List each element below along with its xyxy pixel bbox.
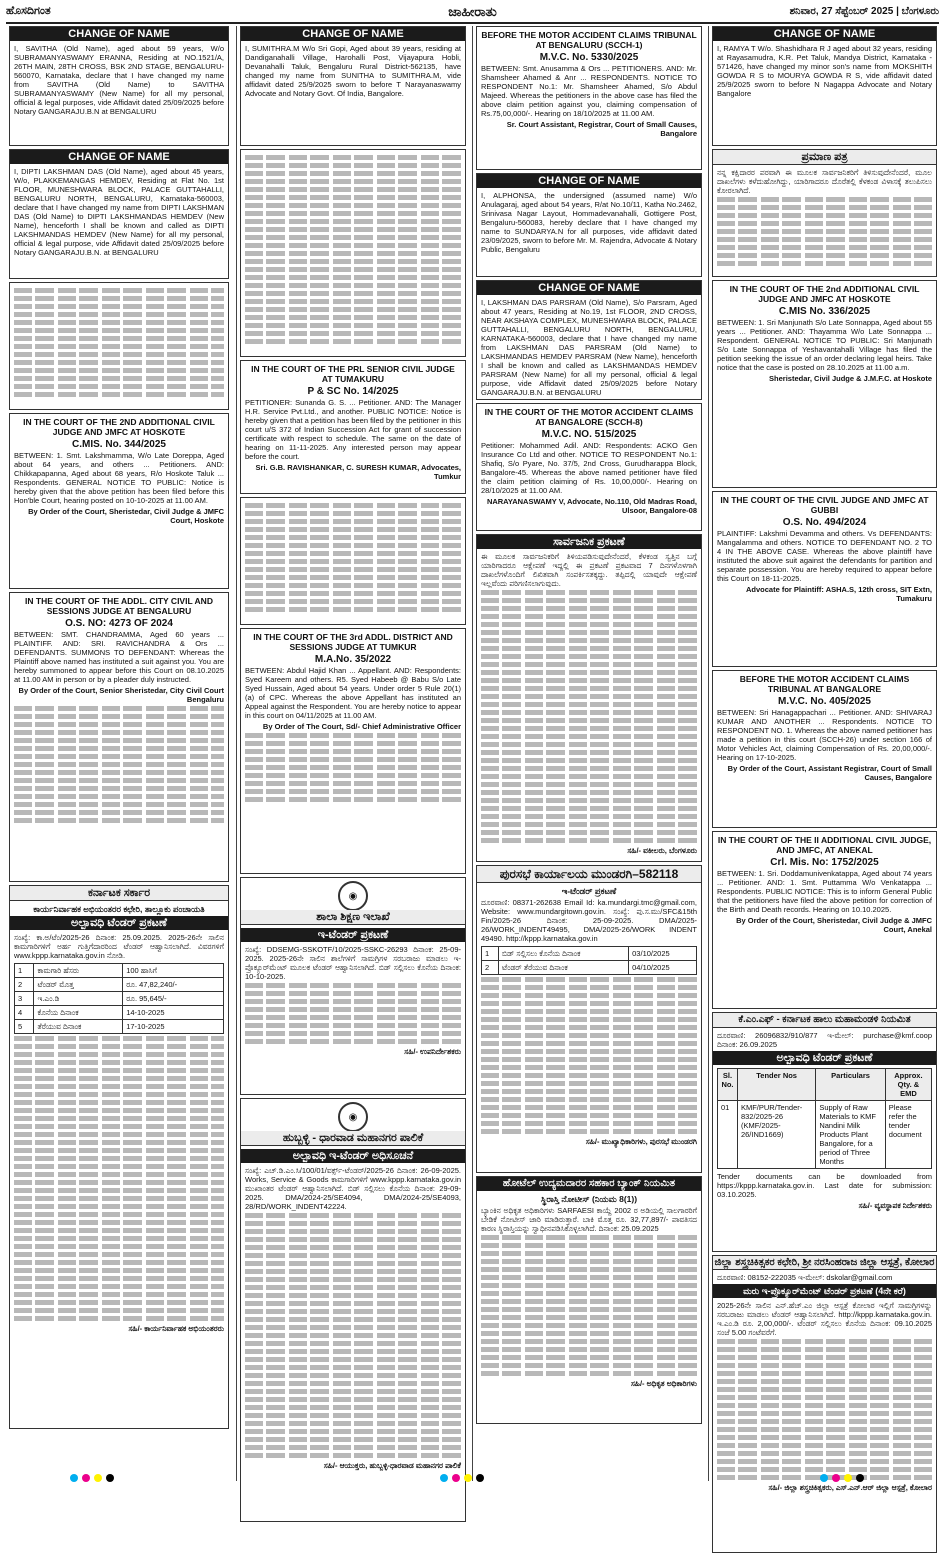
table-row [15, 1020, 224, 1034]
ad-heading: CHANGE OF NAME [477, 281, 701, 295]
table-cell: 17-10-2025 [123, 1020, 224, 1034]
table-cell: 100 ಹಾಸಿಗೆ [123, 964, 224, 978]
table-row [718, 1101, 932, 1169]
registration-marks-left [70, 1474, 114, 1483]
table-cell: Please refer the tender document [885, 1101, 931, 1169]
ad-body: PETITIONER: Sunanda G. S. ... Petitioner. AND: The Manager H.R. Service Pvt.Ltd., and another. PUBLIC NOTICE: Notice is hereby given that a petition has been filed by the petitioner in this court u/S 372 of Indian Succession Act for grant of succession certificate with respect to schedule. The same on the date of hearing on 11-11-2025. Any interested person may appear before the court. [245, 398, 461, 461]
ad-heading: ಶಾಲಾ ಶಿಕ್ಷಣ ಇಲಾಖೆ [241, 910, 465, 925]
ad-body: I, LAKSHMAN DAS PARSRAM (Old Name), S/o Parsram, Aged about 47 years, Residing at No.19, 1st FLOOR, 2ND CROSS, NEAR AKSHAYA COMPLEX, MUNESHWARA BLOCK, PALACE GUTTAHALLI, BENGALURU NORTH, BENGALURU, KARNATAKA-560003, declare that I have changed my name from LAKSHMAN DAS PARSRAM (Old Name) to LAKSHMANDAS HEMDEV PARSRAM (New Name), henceforth I shall be known and called as LAKSHMANDAS HEMDEV PARSRAM (New Name) for all my personal, official & legal purpose, vide Affidavit dated 25/09/2025 before Notary GANGARAJU.B.N. at BENGALURU [481, 298, 697, 397]
table-cell: 3 [15, 992, 34, 1006]
hospital-contact: ದೂರವಾಣಿ: 08152-222035 ಇ-ಮೇಲ್: dskolar@gmail.com [717, 1273, 893, 1282]
ad-heading: ಕೆ.ಎಂ.ಎಫ್ - ಕರ್ನಾಟಕ ಹಾಲು ಮಹಾಮಂಡಳಿ ನಿಯಮಿತ [713, 1013, 936, 1028]
kannada-notice-filler [240, 149, 466, 357]
ad-heading: CHANGE OF NAME [10, 27, 228, 41]
court-title: IN THE COURT OF THE 2nd ADDITIONAL CIVIL JUDGE AND JMFC AT HOSKOTE [729, 284, 920, 304]
mundargi-municipal-tender [476, 865, 702, 1173]
change-of-name-ad-ramya [712, 26, 937, 146]
column-header: Sl. No. [718, 1069, 738, 1101]
notice-text-continuation [481, 1235, 697, 1376]
table-cell: 1 [15, 964, 34, 978]
hotel-cooperative-bank-notice [476, 1176, 702, 1424]
magenta-dot-icon [82, 1474, 90, 1482]
yellow-dot-icon [464, 1474, 472, 1482]
tender-subheading: ಅಲ್ಪಾವಧಿ ಟೆಂಡರ್ ಪ್ರಕಟಣೆ [10, 916, 228, 930]
signatory: By Order of the Court, Assistant Registrar, Court of Small Causes, Bangalore [727, 764, 932, 782]
table-cell: 14-10-2025 [123, 1006, 224, 1020]
kannada-certificate-notice [712, 149, 937, 277]
column-header: Particulars [816, 1069, 885, 1101]
ad-body: ದೂರವಾಣಿ: 08371-262638 Email Id: ka.mundargi.tmc@gmail.com, Website: www.mundargitown.gov.in. ಸಂಖ್ಯೆ: ಪು.ಸ.ಮು/SFC&15th Fin/2025-26 ದಿನಾಂಕ: 25-09-2025. DMA/2025-26/WORK_INDENT49495, DMA/2025-26/WORK INDENT 49490. http://kppp.karnataka.gov.in [481, 898, 697, 943]
signatory: ಸಹಿ/- ಉಪನಿರ್ದೇಶಕರು [404, 1047, 461, 1056]
tender-subheading: ಅಲ್ಪಾವಧಿ ಟೆಂಡರ್ ಪ್ರಕಟಣೆ [713, 1051, 936, 1065]
ad-heading: ಸಾರ್ವಜನಿಕ ಪ್ರಕಟಣೆ [477, 535, 701, 549]
table-cell: ಬಿಡ್ ಸಲ್ಲಿಸಲು ಕೊನೆಯ ದಿನಾಂಕ [499, 947, 629, 961]
court-title: IN THE COURT OF THE MOTOR ACCIDENT CLAIMS AT BANGALORE (SCCH-8) [484, 407, 694, 427]
ad-body: I, ALPHONSA, the undersigned (assumed name) W/o Anulagaraj, aged about 54 years, R/at No.10/11, Katha No.2462, Srinivasa Nagar Layout, Hommadevanahalli, Gottigere Post, Bengaluru-560083, hereby declare that I have changed my name to SUNDARYA.N for all purposes, vide affidavit dated 23/09/2025, sworn to before Mr. M. Rajendra, Advocate & Notary Public, Bengaluru [481, 191, 697, 254]
cyan-dot-icon [440, 1474, 448, 1482]
ad-body: I, SAVITHA (Old Name), aged about 59 years, W/o SUBRAMANYASWAMY ERANNA, Residing at NO.1521/A, 26TH MAIN, 28TH CROSS, BSK 2ND STAGE, BENGALURU-560070, Karnataka, declare that I have changed my name from SAVITHA (Old Name) to SAVITHA SUBRAMANYASWAMY (New Name) for all my personal, official & legal purposes, vide Affidavit dated 25/09/2025 before Notary GANGARAJU.B.N at BENGALURU [14, 44, 224, 116]
table-row [15, 992, 224, 1006]
ad-heading: ಹುಬ್ಬಳ್ಳಿ - ಧಾರವಾಡ ಮಹಾನಗರ ಪಾಲಿಕೆ [241, 1131, 465, 1146]
tender-subheading: ಇ-ಟೆಂಡರ್ ಪ್ರಕಟಣೆ [241, 928, 465, 942]
column-3 [472, 26, 705, 1481]
black-dot-icon [856, 1474, 864, 1482]
signatory: NARAYANASWAMY V, Advocate, No.110, Old Madras Road, Ulsoor, Bangalore-08 [486, 497, 697, 515]
signatory: By Order of the Court, Senior Sheristedar, City Civil Court Bengaluru [18, 686, 224, 704]
column-header: Approx. Qty. & EMD [885, 1069, 931, 1101]
ad-heading: ಜಿಲ್ಲಾ ಶಸ್ತ್ರಚಿಕಿತ್ಸಕರ ಕಛೇರಿ, ಶ್ರೀ ನರಸಿಂಹರಾಜ ಜಿಲ್ಲಾ ಆಸ್ಪತ್ರೆ, ಕೋಲಾರ [714, 1257, 935, 1268]
court-notice-tumakuru [240, 360, 466, 494]
page-header [6, 4, 939, 24]
black-dot-icon [476, 1474, 484, 1482]
mact-notice-scch1 [476, 26, 702, 170]
registration-marks-right [820, 1474, 864, 1483]
case-number: O.S. NO: 4273 OF 2024 [65, 618, 173, 629]
signatory: ಸಹಿ/- ವ್ಯವಸ್ಥಾಪಕ ನಿರ್ದೇಶಕರು [858, 1201, 932, 1210]
court-title: IN THE COURT OF THE 3rd ADDL. DISTRICT AND SESSIONS JUDGE AT TUMKUR [253, 632, 453, 652]
ad-heading: ಪುರಸಭೆ ಕಾರ್ಯಾಲಯ ಮುಂಡರಗಿ–582118 [477, 866, 701, 883]
kmf-tender-table [717, 1068, 932, 1169]
yellow-dot-icon [94, 1474, 102, 1482]
column-4 [708, 26, 940, 1492]
black-dot-icon [106, 1474, 114, 1482]
case-number: M.V.C. No. 405/2025 [777, 696, 871, 707]
signatory: ಸಹಿ/- ಮುಖ್ಯಾಧಿಕಾರಿಗಳು, ಪುರಸಭೆ ಮುಂಡರಗಿ [585, 1137, 697, 1146]
court-title: BEFORE THE MOTOR ACCIDENT CLAIMS TRIBUNAL AT BANGALORE [739, 674, 910, 694]
ad-heading: CHANGE OF NAME [10, 150, 228, 164]
dateline: ಶನಿವಾರ, 27 ಸೆಪ್ಟೆಂಬರ್ 2025 | ಬೆಂಗಳೂರು [789, 6, 939, 17]
case-number: Crl. Mis. No: 1752/2025 [770, 857, 879, 868]
tender-text-continuation [481, 977, 697, 1134]
mact-notice-scch8 [476, 403, 702, 531]
notice-text-continuation [717, 197, 932, 266]
table-cell: 04/10/2025 [629, 961, 697, 975]
table-cell: 03/10/2025 [629, 947, 697, 961]
case-number: M.V.C. No. 5330/2025 [539, 52, 639, 63]
table-cell: ಇ.ಎಂ.ಡಿ [34, 992, 123, 1006]
table-cell: ರೂ. 47,82,240/- [123, 978, 224, 992]
signatory: Sri. G.B. RAVISHANKAR, C. SURESH KUMAR, Advocates, Tumkur [255, 463, 461, 481]
ad-body: I, RAMYA T W/o. Shashidhara R J aged about 32 years, residing at Rayasamudra, K.R. Pet Taluk, Mandya District, Karnataka - 571426, have changed my minor son's name from MOKSHITH GOWDA R S to MOURYA GOWDA R S, vide affidavit dated 25/9/2025 sworn to before N Nagappa Advocate and Notary Bangalore [717, 44, 932, 98]
table-cell: ಕಾಮಗಾರಿ ಹೆಸರು [34, 964, 123, 978]
government-emblem-icon: ◉ [338, 881, 368, 911]
court-title: IN THE COURT OF THE 2ND ADDITIONAL CIVIL JUDGE AND JMFC AT HOSKOTE [23, 417, 215, 437]
mact-notice-405 [712, 670, 937, 828]
signatory: ಸಹಿ/- ವಕೀಲರು, ಬೆಂಗಳೂರು [627, 846, 697, 855]
table-cell: 2 [15, 978, 34, 992]
ad-body: BETWEEN: SMT. CHANDRAMMA, Aged 60 years ... PLAINTIFF. AND: SRI. RAVICHANDRA & Ors ... DEFENDANTS. SUMMONS TO DEFENDANT: Whereas the Plaintiff above named has instituted a suit against you. You are hereby summoned to appear before this Court on 08.10.2025 at 11.00 AM in person or by a pleader duly instructed. [14, 630, 224, 684]
signatory: ಸಹಿ/- ಕಾರ್ಯನಿರ್ವಾಹಕ ಅಭಿಯಂತರರು [128, 1324, 224, 1333]
case-number: O.S. No. 494/2024 [782, 517, 867, 528]
ad-heading: CHANGE OF NAME [713, 27, 936, 41]
change-of-name-ad-savitha [9, 26, 229, 146]
ad-body: Petitioner: Mohammed Adil. AND: Respondents: ACKO Gen Insurance Co Ltd and other. NOTICE TO RESPONDENT No.1: Shafiq, S/o Pyare, No. 37/5, 2nd Cross, Gurudharappa Block, Bangalore-45. Whereas the above named petitioner have filed the claim petition claiming of Rs. 10,00,000/-. Hearing on 28/10/2025 at 11.00 AM. [481, 441, 697, 495]
court-title: IN THE COURT OF THE ADDL. CITY CIVIL AND SESSIONS JUDGE AT BENGALURU [25, 596, 213, 616]
signatory: Advocate for Plaintiff: ASHA.S, 12th cross, SIT Extn, Tumakuru [745, 585, 932, 603]
table-cell: 2 [482, 961, 499, 975]
tender-text-continuation [717, 1339, 932, 1480]
signatory: ಸಹಿ/- ಆಯುಕ್ತರು, ಹುಬ್ಬಳ್ಳಿ-ಧಾರವಾಡ ಮಹಾನಗರ ಪಾಲಿಕೆ [323, 1461, 461, 1470]
column-header: Tender Nos [737, 1069, 815, 1101]
corporation-emblem-icon: ◉ [338, 1102, 368, 1132]
ad-body: ಸಂಖ್ಯೆ: DDSEMG-SSKOTF/10/2025-SSKC-26293 ದಿನಾಂಕ: 25-09-2025. 2025-26ನೇ ಸಾಲಿನ ಶಾಲೆಗಳಿಗೆ ಸಾಮಗ್ರಿಗಳ ಸರಬರಾಜು ಮಾಡಲು ಇ-ಪ್ರೊಕ್ಯೂರ್‌ಮೆಂಟ್ ಮೂಲಕ ಟೆಂಡರ್ ಆಹ್ವಾನಿಸಲಾಗಿದೆ. ಬಿಡ್ ಸಲ್ಲಿಸಲು ಕೊನೆಯ ದಿನಾಂಕ: 10-10-2025. [245, 945, 461, 981]
tender-text-continuation [14, 1036, 224, 1321]
table-row [15, 964, 224, 978]
ad-body: ನನ್ನ ಕಕ್ಷಿದಾರರ ಪರವಾಗಿ ಈ ಮೂಲಕ ಸಾರ್ವಜನಿಕರಿಗೆ ತಿಳಿಸುವುದೇನೆಂದರೆ, ಮೂಲ ದಾಖಲೆಗಳು ಕಳೆದುಹೋಗಿದ್ದು, ಯಾರಿಗಾದರೂ ದೊರೆತಲ್ಲಿ ಕೆಳಕಂಡ ವಿಳಾಸಕ್ಕೆ ತಲುಪಿಸಲು ಕೋರಲಾಗಿದೆ. [717, 168, 932, 195]
court-title: BEFORE THE MOTOR ACCIDENT CLAIMS TRIBUNAL AT BENGALURU (SCCH-1) [481, 30, 697, 50]
cyan-dot-icon [820, 1474, 828, 1482]
ad-heading: ಪ್ರಮಾಣ ಪತ್ರ [713, 150, 936, 165]
signatory: By Order of the Court, Sheristedar, Civil Judge & JMFC Court, Hoskote [28, 507, 224, 525]
kannada-text-block [245, 155, 461, 344]
masthead: ಹೊಸದಿಗಂತ [6, 5, 51, 17]
change-of-name-ad-dipti [9, 149, 229, 279]
signatory: ಸಹಿ/- ಅಧಿಕೃತ ಅಧಿಕಾರಿಗಳು [630, 1379, 697, 1388]
kmf-contact: ದೂರವಾಣಿ: 26096832/910/877 ಇ-ಮೇಲ್: purchase@kmf.coop ದಿನಾಂಕ: 26.09.2025 [717, 1031, 932, 1049]
court-title: IN THE COURT OF THE CIVIL JUDGE AND JMFC AT GUBBI [720, 495, 929, 515]
ad-body: BETWEEN: Abdul Hajid Khan ... Appellant. AND: Respondents: Syed Kareem and others. R5. Syed Habeeb @ Babu S/o Late Syed Hussain, Aged about 54 years. Under order 5 Rule 20(1) (a) of CPC. Whereas the above Appellant has instituted an Appeal against the Respondent. You are hereby notice to appear in this court on 04/11/2025 at 11.00 AM. [245, 666, 461, 720]
tender-text-continuation [245, 983, 461, 1044]
table-cell: ಟೆಂಡರ್ ಮೊತ್ತ [34, 978, 123, 992]
cyan-dot-icon [70, 1474, 78, 1482]
case-number: M.A.No. 35/2022 [314, 654, 392, 665]
case-number: M.V.C. NO. 515/2025 [541, 429, 637, 440]
notice-text-continuation [245, 733, 461, 802]
signatory: ಸಹಿ/- ಜಿಲ್ಲಾ ಶಸ್ತ್ರಚಿಕಿತ್ಸಕರು, ಎಸ್.ಎನ್.ಆರ್ ಜಿಲ್ಲಾ ಆಸ್ಪತ್ರೆ, ಕೋಲಾರ [768, 1483, 932, 1492]
tender-table [14, 963, 224, 1034]
kannada-text-block [245, 503, 461, 612]
table-cell: ಟೆಂಡರ್ ತೆರೆಯುವ ದಿನಾಂಕ [499, 961, 629, 975]
ad-heading: CHANGE OF NAME [241, 27, 465, 41]
change-of-name-ad-alphonsa [476, 173, 702, 277]
ad-body: BETWEEN: 1. Smt. Lakshmamma, W/o Late Doreppa, Aged about 64 years, and others ... Petitioners. AND: Chikkapapanna, Aged about 68 years, R/o Hoskote Taluk ... Respondents. GENERAL NOTICE TO PUBLIC: Notice is hereby given that the above petition has been filed before this Hon'ble Court, hearing posted on 10-10-2025 at 11.00 AM. [14, 451, 224, 505]
table-cell: 1 [482, 947, 499, 961]
ad-body: BETWEEN: Smt. Anusamma & Ors ... PETITIONERS. AND: Mr. Shamsheer Ahamed & Anr ... RESPONDENTS. NOTICE TO RESPONDENT No.1: Mr. Shamsheer Ahamed, S/o Abdul Majeed. Whereas the petitioners in the above case has filed the above claim petition against you, claiming compensation of Rs.75,00,000/-. Hearing on 18/10/2025 at 11.00 AM. [481, 64, 697, 118]
column-1 [6, 26, 232, 1481]
case-number: C.MIS. No. 344/2025 [72, 439, 166, 450]
signatory: Sheristedar, Civil Judge & J.M.F.C. at Hoskote [769, 374, 932, 383]
ad-body: ಬ್ಯಾಂಕಿನ ಅಧಿಕೃತ ಅಧಿಕಾರಿಗಳು SARFAESI ಕಾಯ್ದೆ 2002 ರ ಅಡಿಯಲ್ಲಿ ಸಾಲಗಾರರಿಗೆ ಬೇಡಿಕೆ ನೋಟೀಸ್ ಜಾರಿ ಮಾಡಿರುತ್ತಾರೆ. ಬಾಕಿ ಮೊತ್ತ ರೂ. 32,77,897/- ಪಾವತಿಸದ ಕಾರಣ ಸ್ಥಿರಾಸ್ತಿಯನ್ನು ಸ್ವಾಧೀನಪಡಿಸಿಕೊಳ್ಳಲಾಗಿದೆ. ದಿನಾಂಕ: 25.09.2025 [481, 1206, 697, 1233]
court-title: IN THE COURT OF THE II ADDITIONAL CIVIL JUDGE, AND JMFC, AT ANEKAL [717, 835, 932, 855]
table-cell: 4 [15, 1006, 34, 1020]
court-notice-anekal [712, 831, 937, 1009]
kannada-public-notice [476, 534, 702, 862]
ad-body: ಈ ಮೂಲಕ ಸಾರ್ವಜನಿಕರಿಗೆ ತಿಳಿಯಪಡಿಸುವುದೇನೆಂದರೆ, ಕೆಳಕಂಡ ಸ್ವತ್ತಿನ ಬಗ್ಗೆ ಯಾರಿಗಾದರೂ ಆಕ್ಷೇಪಣೆ ಇದ್ದಲ್ಲಿ ಈ ಪ್ರಕಟಣೆ ಪ್ರಕಟವಾದ 7 ದಿನಗಳೊಳಗಾಗಿ ದಾಖಲೆಗಳೊಂದಿಗೆ ಲಿಖಿತವಾಗಿ ಸಂಪರ್ಕಿಸತಕ್ಕದ್ದು. ತಪ್ಪಿದಲ್ಲಿ ಯಾವುದೇ ಆಕ್ಷೇಪಣೆ ಇಲ್ಲವೆಂದು ಪರಿಗಣಿಸಲಾಗುವುದು. [481, 552, 697, 588]
ad-body: 2025-26ನೇ ಸಾಲಿನ ಎನ್.ಹೆಚ್.ಎಂ ಜಿಲ್ಲಾ ಆಸ್ಪತ್ರೆ ಕೋಲಾರ ಇಲ್ಲಿಗೆ ಸಾಮಗ್ರಿಗಳನ್ನು ಸರಬರಾಜು ಮಾಡಲು ಟೆಂಡರ್ ಆಹ್ವಾನಿಸಲಾಗಿದೆ. http://kppp.karnataka.gov.in. ಇ.ಎಂ.ಡಿ ರೂ. 2,00,000/-. ಟೆಂಡರ್ ಸಲ್ಲಿಸಲು ಕೊನೆಯ ದಿನಾಂಕ: 09.10.2025 ಸಂಜೆ 5.00 ಗಂಟೆವರೆಗೆ. [717, 1301, 932, 1337]
yellow-dot-icon [844, 1474, 852, 1482]
table-row [482, 947, 697, 961]
court-notice-hoskote-336 [712, 280, 937, 488]
magenta-dot-icon [832, 1474, 840, 1482]
case-number: P & SC No. 14/2025 [307, 386, 399, 397]
court-notice-hoskote [9, 413, 229, 589]
tender-subheading: ಇ-ಟೆಂಡರ್ ಪ್ರಕಟಣೆ [561, 886, 617, 896]
office-title: ಕಾರ್ಯನಿರ್ವಾಹಕ ಅಭಿಯಂತರರ ಕಛೇರಿ, ತಾಲ್ಲೂಕು ಪಂಚಾಯತಿ [33, 904, 205, 914]
table-cell: KMF/PUR/Tender-832/2025-26 (KMF/2025-26/IND1669) [737, 1101, 815, 1169]
ad-body: Tender documents can be downloaded from https://kppp.karnataka.gov.in. Last date for submission: 03.10.2025. [717, 1172, 932, 1199]
ad-body: I, SUMITHRA.M W/o Sri Gopi, Aged about 39 years, residing at Dandiganahalli Village, Harohalli Post, Vijayapura Hobli, Devanahalli Taluk, Bengaluru Rural District-562135, have changed my name from SUNITHA to SUMITHRA.M, vide affidavit dated 25/9/2025 sworn to before T Narayanaswamy Advocate and Notary Govt. Of India, Bangalore. [245, 44, 461, 98]
ad-body: BETWEEN: Sri Hanagappachari ... Petitioner. AND: SHIVARAJ KUMAR AND ANOTHER ... Respondents. NOTICE TO RESPONDENT NO. 1. Whereas the above named petitioner has made a petition in this court (SCCH-26) under section 166 of Motor Vehicles Act, claiming Compensation of Rs. 20,00,000/-. Hearing on 17-10-2025. [717, 708, 932, 762]
hubballi-dharwad-tender [240, 1098, 466, 1522]
magenta-dot-icon [452, 1474, 460, 1482]
table-cell: Supply of Raw Materials to KMF Nandini Milk Products Plant Bangalore, for a period of Three Months [816, 1101, 885, 1169]
notice-text-continuation [14, 706, 224, 823]
kolar-hospital-tender [712, 1255, 937, 1553]
tender-dates-table [481, 946, 697, 975]
signatory: By Order of The Court, Sd/- Chief Administrative Officer [262, 722, 461, 731]
kannada-notice-filler [9, 282, 229, 410]
signatory: Sr. Court Assistant, Registrar, Court of Small Causes, Bangalore [506, 120, 697, 138]
ad-body: BETWEEN: 1. Sri Manjunath S/o Late Sonnappa, Aged about 55 years ... Petitioner. AND: Thayamma W/o Late Sonnappa ... Respondent. GENERAL NOTICE TO PUBLIC: Sri Manjunath S/o Late Sonnappa of Yeshavantahalli Village has filed the petition seeking the issue of an order declaring legal heirs. Take notice that the case is posted on 28.10.2025 at 11.00 a.m. [717, 318, 932, 372]
table-cell: ತೆರೆಯುವ ದಿನಾಂಕ [34, 1020, 123, 1034]
registration-marks-center [440, 1474, 484, 1483]
ad-body: BETWEEN: 1. Sri. Doddamunivenkatappa, Aged about 74 years ... Petitioner. AND: 1. Smt. Puttamma W/o Venkatappa ... Respondents. PUBLIC NOTICE: This is to inform General Public that the petitioners have filed the above petition for correction of the Birth and Death records. Hearing on 10.10.2025. [717, 869, 932, 914]
table-cell: ರೂ. 95,645/- [123, 992, 224, 1006]
table-row [15, 1006, 224, 1020]
school-education-tender [240, 877, 466, 1095]
ad-heading: ಹೋಟೆಲ್ ಉದ್ಯಮದಾರರ ಸಹಕಾರ ಬ್ಯಾಂಕ್ ನಿಯಮಿತ [477, 1177, 701, 1191]
ad-heading: CHANGE OF NAME [477, 174, 701, 188]
ad-body: ಸಂಖ್ಯೆ: ಕಾ.ಅ/ಟೆಂ/2025-26 ದಿನಾಂಕ: 25.09.2025. 2025-26ನೇ ಸಾಲಿನ ಕಾಮಗಾರಿಗಳಿಗೆ ಅರ್ಹ ಗುತ್ತಿಗೆದಾರರಿಂದ ಟೆಂಡರ್ ಆಹ್ವಾನಿಸಲಾಗಿದೆ. ವಿವರಗಳಿಗೆ www.kppp.karnataka.gov.in ನೋಡಿ. [14, 933, 224, 960]
notice-subheading: ಸ್ಥಿರಾಸ್ತಿ ನೋಟೀಸ್ (ನಿಯಮ 8(1)) [540, 1194, 638, 1204]
taluk-panchayat-tender [9, 885, 229, 1429]
kannada-notice-filler [240, 497, 466, 625]
table-row [482, 961, 697, 975]
ad-body: ಸಂಖ್ಯೆ: ಎಚ್.ಡಿ.ಎಂ.ಸಿ/100/01/ವರ್ಕ್ಸ್-ಟೆಂಡರ್/2025-26 ದಿನಾಂಕ: 26-09-2025. Works, Service & Goods ಕಾಮಗಾರಿಗಳಿಗೆ www.kppp.karnataka.gov.in ಮುಖಾಂತರ ಟೆಂಡರ್ ಆಹ್ವಾನಿಸಲಾಗಿದೆ. ಬಿಡ್ ಸಲ್ಲಿಸಲು ಕೊನೆಯ ದಿನಾಂಕ: 29-09-2025. DMA/2024-25/SE4094, DMA/2024-25/SE4093, 28/RD/WORK_INDENT42224. [245, 1166, 461, 1211]
notice-text-continuation [481, 590, 697, 843]
kannada-text-block [14, 288, 224, 397]
court-title: IN THE COURT OF THE PRL SENIOR CIVIL JUDGE AT TUMAKURU [251, 364, 455, 384]
section-title: ಜಾಹೀರಾತು [448, 4, 497, 19]
table-cell: 5 [15, 1020, 34, 1034]
tender-subheading: ಅಲ್ಪಾವಧಿ ಇ-ಟೆಂಡರ್ ಅಧಿಸೂಚನೆ [241, 1149, 465, 1163]
change-of-name-ad-lakshman [476, 280, 702, 400]
table-cell: ಕೊನೆಯ ದಿನಾಂಕ [34, 1006, 123, 1020]
ad-body: PLAINTIFF: Lakshmi Devamma and others. Vs DEFENDANTS: Mangalamma and others. NOTICE TO DEFENDANT NO. 2 TO 4 IN THE ABOVE CASE. Whereas the above plaintiff have instituted the above suit against the defendants for partition and separate possession. You are hereby required to appear before this Court on 18-11-2025. [717, 529, 932, 583]
column-2 [236, 26, 469, 1481]
court-notice-gubbi [712, 491, 937, 667]
ad-heading: ಕರ್ನಾಟಕ ಸರ್ಕಾರ [10, 886, 228, 901]
change-of-name-ad-sumithra [240, 26, 466, 146]
court-notice-city-civil [9, 592, 229, 882]
table-cell: 01 [718, 1101, 738, 1169]
tender-subheading: ಮರು ಇ-ಪ್ರೊಕ್ಯೂರ್‌ಮೆಂಟ್ ಟೆಂಡರ್ ಪ್ರಕಟಣೆ (4ನೇ ಕರೆ) [713, 1284, 936, 1298]
signatory: By Order of the Court, Sheristedar, Civil Judge & JMFC Court, Anekal [736, 916, 932, 934]
case-number: C.MIS No. 336/2025 [778, 306, 871, 317]
tender-text-continuation [245, 1213, 461, 1458]
court-notice-tumkur-appeal [240, 628, 466, 874]
kmf-tender-notice [712, 1012, 937, 1252]
ad-body: I, DIPTI LAKSHMAN DAS (Old Name), aged about 45 years, W/o, PLAKKEMANGAS HEMDEV, Residing at Flat No. 1st FLOOR, MUNESHWARA BLOCK, PALACE GUTTAHALLI, BENGALURU NORTH, BENGALURU, Karnataka-560003, declare that I have changed my name from DIPTI LAKSHMAN DAS (Old Name) to DIPTI LAKSHMANDAS HEMDEV (New Name), henceforth I shall be known and called as DIPTI LAKSHMANDAS HEMDEV (New Name) for all my personal, official & legal purpose, vide Affidavit dated 25/09/2025 before Notary GANGARAJU.B.N. at BENGALURU [14, 167, 224, 257]
table-row [15, 978, 224, 992]
